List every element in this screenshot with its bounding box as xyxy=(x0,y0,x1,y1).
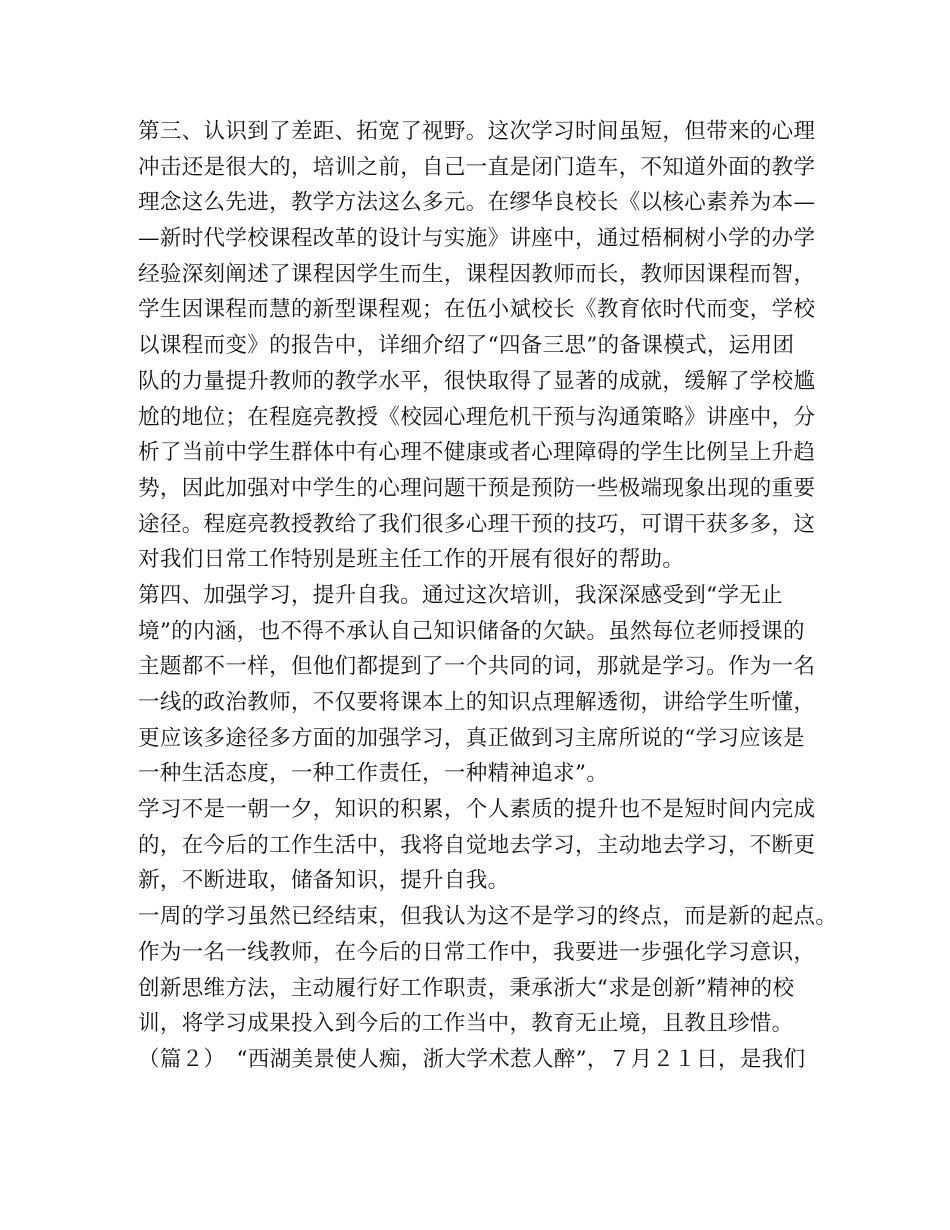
text-line: 第四、加强学习，提升自我。通过这次培训，我深深感受到“学无止 xyxy=(138,582,783,608)
text-line: 创新思维方法，主动履行好工作职责，秉承浙大“求是创新”精神的校 xyxy=(138,975,795,1001)
text-line: 以课程而变》的报告中，详细介绍了“四备三思”的备课模式，运用团 xyxy=(138,333,795,359)
text-line: 新，不断进取，储备知识，提升自我。 xyxy=(138,868,510,894)
text-line: 境”的内涵，也不得不承认自己知识储备的欠缺。虽然每位老师授课的 xyxy=(138,618,805,644)
text-line: 途径。程庭亮教授教给了我们很多心理干预的技巧，可谓干获多多，这 xyxy=(138,511,816,537)
text-line: 理念这么先进，教学方法这么多元。在缪华良校长《以核心素养为本— xyxy=(138,190,816,216)
text-line: 训，将学习成果投入到今后的工作当中，教育无止境，且教且珍惜。 xyxy=(138,1011,794,1037)
text-line: 尬的地位；在程庭亮教授《校园心理危机干预与沟通策略》讲座中，分 xyxy=(138,404,816,430)
text-line: 的，在今后的工作生活中，我将自觉地去学习，主动地去学习，不断更 xyxy=(138,832,816,858)
text-line: 对我们日常工作特别是班主任工作的开展有很好的帮助。 xyxy=(138,547,685,573)
text-line: 队的力量提升教师的教学水平，很快取得了显著的成就，缓解了学校尴 xyxy=(138,368,816,394)
text-line: 更应该多途径多方面的加强学习，真正做到习主席所说的“学习应该是 xyxy=(138,725,805,751)
text-line: 析了当前中学生群体中有心理不健康或者心理障碍的学生比例呈上升趋 xyxy=(138,440,816,466)
text-line: 学习不是一朝一夕，知识的积累，个人素质的提升也不是短时间内完成 xyxy=(138,797,816,823)
text-line: 主题都不一样，但他们都提到了一个共同的词，那就是学习。作为一名 xyxy=(138,654,816,680)
document-text-body xyxy=(138,114,838,1078)
text-line: 冲击还是很大的，培训之前，自己一直是闭门造车，不知道外面的教学 xyxy=(138,154,816,180)
text-line: 作为一名一线教师，在今后的日常工作中，我要进一步强化学习意识， xyxy=(138,939,816,965)
text-line: 第三、认识到了差距、拓宽了视野。这次学习时间虽短，但带来的心理 xyxy=(138,119,816,144)
text-line: 经验深刻阐述了课程因学生而生，课程因教师而长，教师因课程而智， xyxy=(138,261,816,287)
text-line: —新时代学校课程改革的设计与实施》讲座中，通过梧桐树小学的办学 xyxy=(138,226,816,252)
text-line: （篇２） “西湖美景使人痴，浙大学术惹人醉”，７月２１日，是我们 xyxy=(138,1046,806,1072)
text-line: 一种生活态度，一种工作责任，一种精神追求”。 xyxy=(138,761,609,787)
text-line: 一线的政治教师，不仅要将课本上的知识点理解透彻，讲给学生听懂， xyxy=(138,690,816,715)
text-line: 势，因此加强对中学生的心理问题干预是预防一些极端现象出现的重要 xyxy=(138,475,816,501)
text-line: 学生因课程而慧的新型课程观；在伍小斌校长《教育依时代而变，学校 xyxy=(138,297,816,323)
text-line: 一周的学习虽然已经结束，但我认为这不是学习的终点，而是新的起点。 xyxy=(138,904,838,930)
